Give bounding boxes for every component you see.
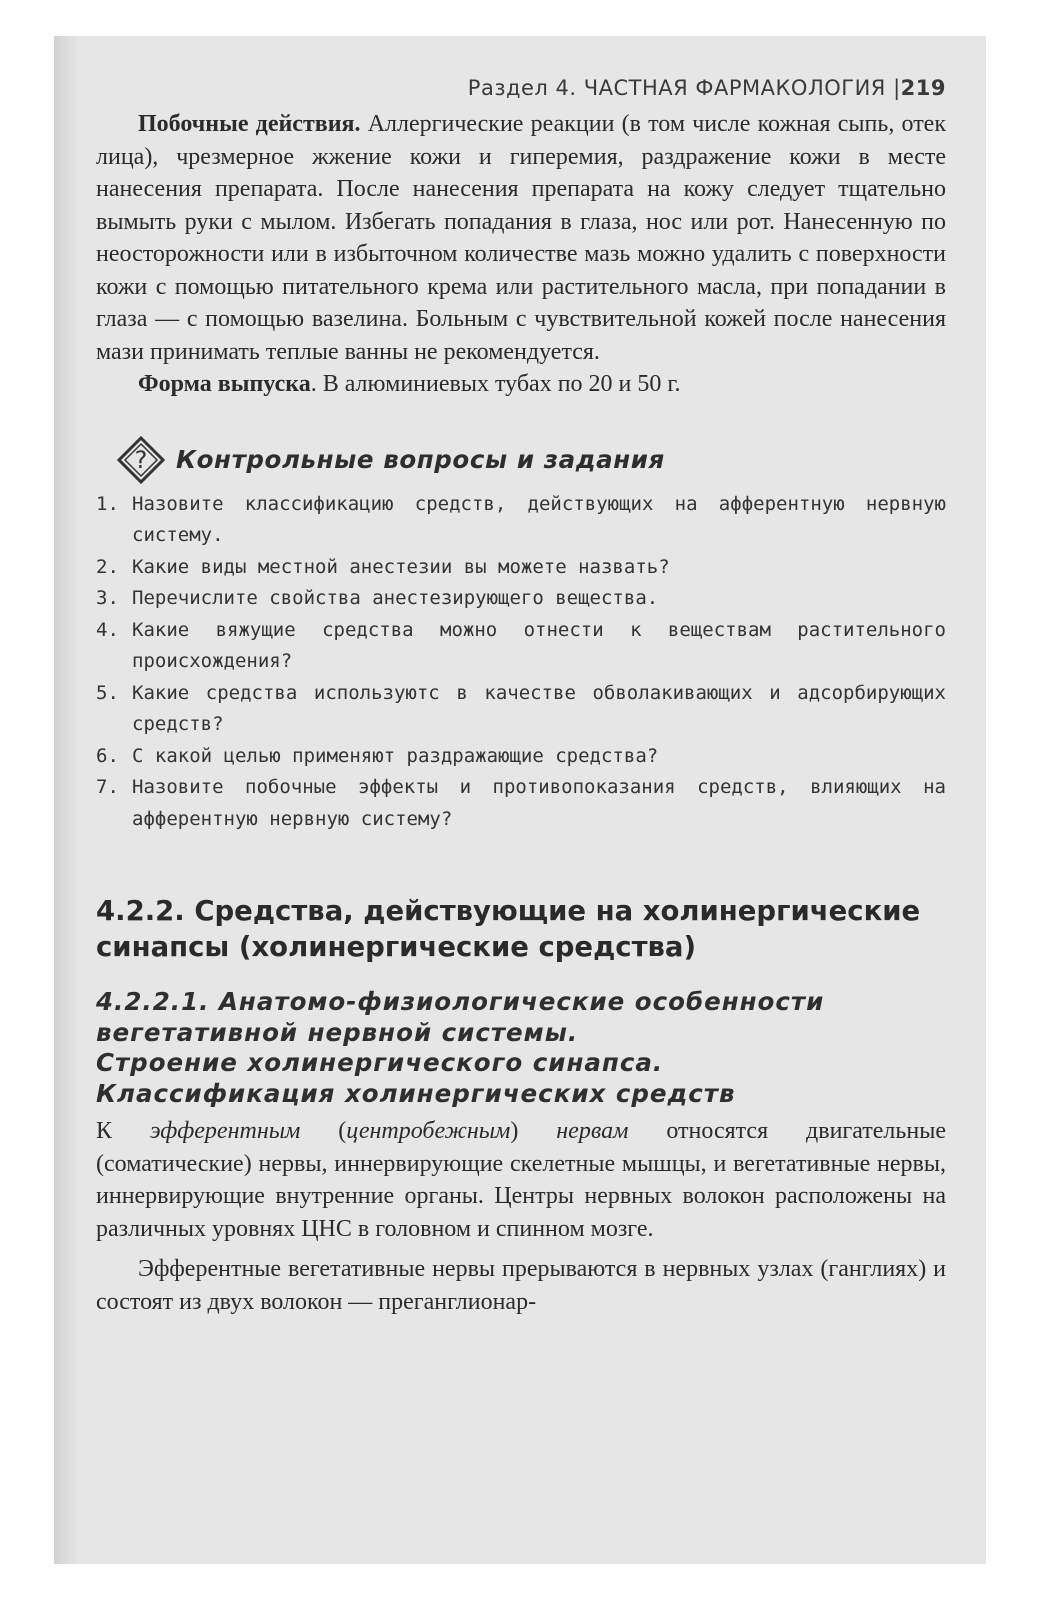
question-text: Перечислите свойства анестезирующего вещества. — [132, 587, 659, 609]
list-item — [96, 489, 946, 552]
subsection-line: вегетативной нервной системы. — [96, 1017, 579, 1047]
subsection-line: 4.2.2.1. Анатомо-физиологические особенности — [96, 987, 825, 1016]
question-text: Назовите побочные эффекты и противопоказания средств, влияющих на афферентную нервную систему? — [132, 776, 946, 830]
paragraph-text: К — [96, 1118, 150, 1144]
side-effects-label: Побочные действия. — [138, 111, 361, 137]
release-form-text: . В алюминиевых тубах по 20 и 50 г. — [310, 371, 681, 397]
page-number: 219 — [900, 76, 946, 100]
term-nerves: нервам — [556, 1118, 629, 1144]
question-text: Какие вяжущие средства можно отнести к веществам растительного происхождения? — [132, 618, 946, 672]
list-item — [96, 615, 946, 678]
questions-list — [96, 489, 946, 836]
subsection-line: Классификация холинергических средств — [96, 1078, 736, 1108]
efferent-nerves-paragraph — [96, 1115, 946, 1245]
question-diamond-icon — [116, 435, 166, 485]
list-item — [96, 741, 946, 773]
question-text: Какие виды местной анестезии вы можете назвать? — [132, 555, 670, 578]
question-number: 3. — [96, 587, 119, 609]
list-item — [96, 678, 946, 741]
section-heading: 4.2.2. Средства, действующие на холинергические синапсы (холинергические средства) — [96, 895, 921, 963]
question-number: 1. — [96, 492, 119, 515]
vegetative-nerves-paragraph: Эфферентные вегетативные нервы прерываются в нервных узлах (ганглиях) и состоят из двух волокон — преганглионар- — [96, 1256, 946, 1315]
term-efferent: эфферентным — [149, 1118, 301, 1144]
page-content — [96, 76, 946, 1318]
question-text: С какой целью применяют раздражающие средства? — [132, 744, 659, 767]
review-questions-title: Контрольные вопросы и задания — [176, 445, 665, 474]
question-number: 7. — [96, 776, 119, 798]
term-centrifugal: центробежным — [346, 1118, 511, 1144]
running-title: Раздел 4. ЧАСТНАЯ ФАРМАКОЛОГИЯ — [467, 76, 886, 100]
review-questions-heading — [116, 437, 946, 483]
paragraph-text: относятся двигательные (соматические) нервы, иннервирующие скелетные мышцы, и вегетативные нервы, иннервирующие внутренние органы. Центры нервных волокон расположены на различных уровнях ЦНС в головном и спинном мозге. — [96, 1118, 946, 1242]
svg-text:?: ? — [134, 445, 148, 474]
subsection-heading — [96, 987, 946, 1109]
list-item — [96, 552, 946, 584]
list-item — [96, 583, 946, 615]
question-number: 2. — [96, 555, 119, 578]
header-separator: | — [893, 76, 901, 100]
review-questions-block — [96, 437, 946, 836]
list-item — [96, 772, 946, 835]
side-effects-paragraph — [96, 108, 946, 368]
book-page — [54, 36, 986, 1564]
release-form-paragraph — [96, 368, 946, 401]
subsection-line: Строение холинергического синапса. — [96, 1048, 664, 1077]
paragraph-text: ) — [510, 1118, 557, 1144]
side-effects-text: Аллергические реакции (в том числе кожная сыпь, отек лица), чрезмерное жжение кожи и гиперемия, раздражение кожи в месте нанесения препарата. После нанесения препарата на кожу следует тщательно вымыть руки с мылом. Избегать попадания в глаза, нос или рот. Нанесенную по неосторожности или в избыточном количестве мазь можно удалить с поверхности кожи с помощью питательного крема или растительного масла, при попадании в глаза — с помощью вазелина. Больным с чувствительной кожей после нанесения мази принимать теплые ванны не рекомендуется. — [96, 111, 946, 365]
question-number: 5. — [96, 681, 119, 704]
running-header — [96, 76, 946, 100]
question-number: 4. — [96, 618, 119, 641]
question-text: Назовите классификацию средств, действующих на афферентную нервную систему. — [132, 492, 946, 546]
question-number: 6. — [96, 744, 119, 767]
question-text: Какие средства используютс в качестве обволакивающих и адсорбирующих средств? — [132, 681, 946, 735]
paragraph-text: ( — [300, 1118, 347, 1144]
release-form-label: Форма выпуска — [138, 371, 311, 397]
